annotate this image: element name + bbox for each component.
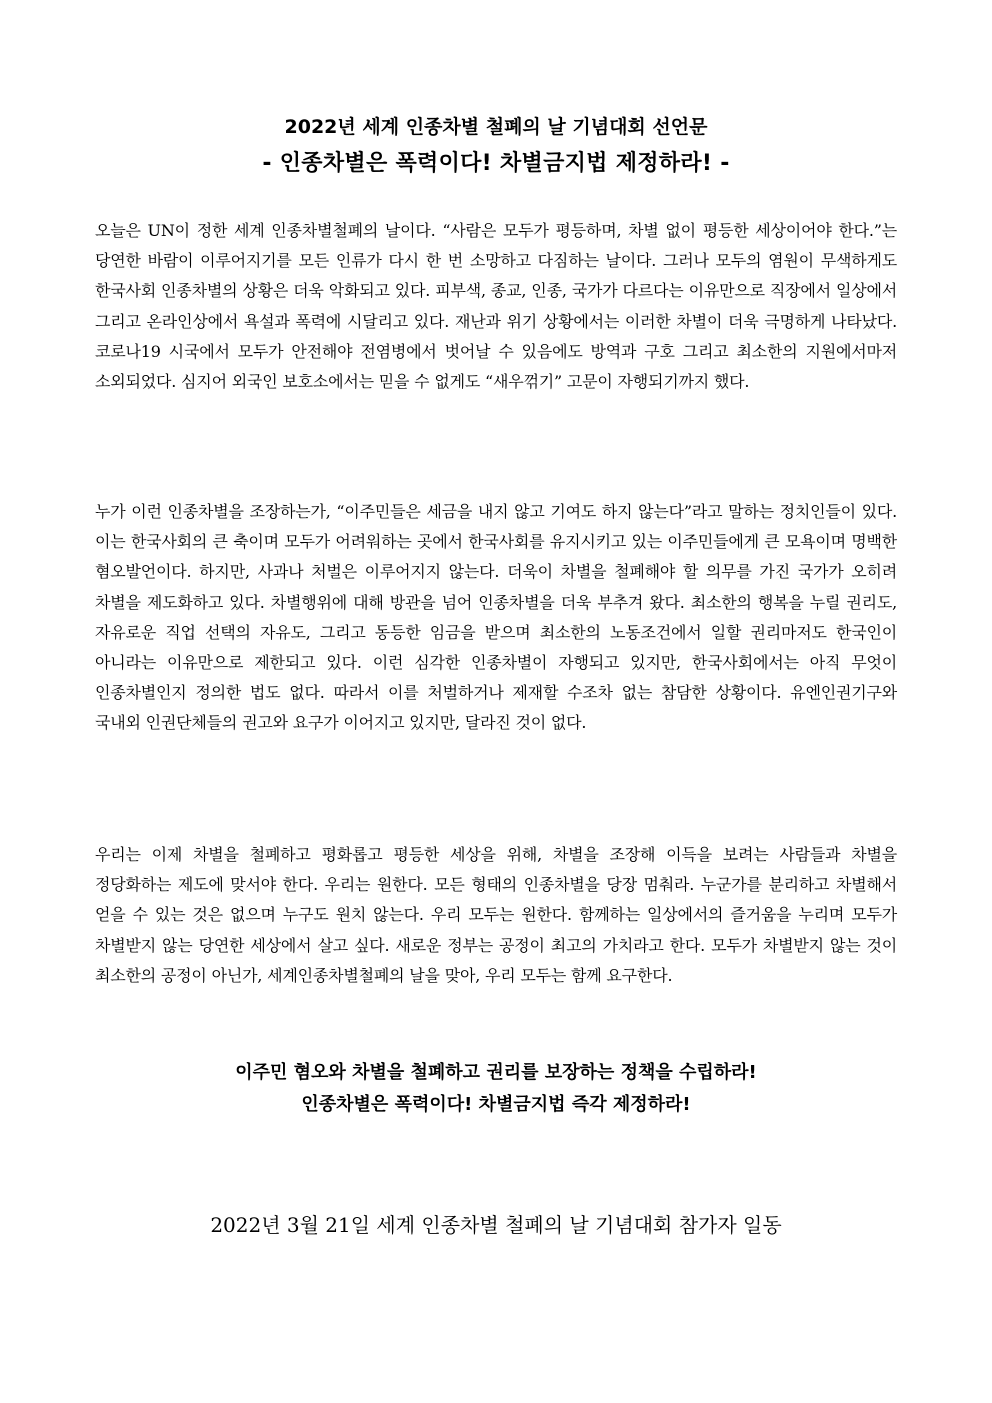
- signature-line: 2022년 3월 21일 세계 인종차별 철폐의 날 기념대회 참가자 일동: [210, 1213, 782, 1237]
- document-subtitle: - 인종차별은 폭력이다! 차별금지법 제정하라! -: [262, 151, 730, 176]
- paragraph-3: 우리는 이제 차별을 철폐하고 평화롭고 평등한 세상을 위해, 차별을 조장해 이득을 보려는 사람들과 차별을 정당화하는 제도에 맞서야 한다. 우리는 원한다. 모든 형태의 인종차별을 당장 멈춰라. 누군가를 분리하고 차별해서 얻을 수 있는 것은 없으며 누구도 원치 않는다. 우리 모두는 원한다. 함께하는 일상에서의 즐거움을 누리며 모두가 차별받지 않는 당연한 세상에서 살고 싶다. 새로운 정부는 공정이 최고의 가치라고 한다. 모두가 차별받지 않는 것이 최소한의 공정이 아닌가, 세계인종차별철폐의 날을 맞아, 우리 모두는 함께 요구한다.: [95, 845, 897, 985]
- document-title: 2022년 세계 인종차별 철폐의 날 기념대회 선언문: [284, 116, 708, 138]
- paragraph-1: 오늘은 UN이 정한 세계 인종차별철폐의 날이다. “사람은 모두가 평등하며, 차별 없이 평등한 세상이어야 한다.”는 당연한 바람이 이루어지기를 모든 인류가 다시 한 번 소망하고 다짐하는 날이다. 그러나 모두의 염원이 무색하게도 한국사회 인종차별의 상황은 더욱 악화되고 있다. 피부색, 종교, 인종, 국가가 다르다는 이유만으로 직장에서 일상에서 그리고 온라인상에서 욕설과 폭력에 시달리고 있다. 재난과 위기 상황에서는 이러한 차별이 더욱 극명하게 나타났다. 코로나19 시국에서 모두가 안전해야 전염병에서 벗어날 수 있음에도 방역과 구호 그리고 최소한의 지원에서마저 소외되었다. 심지어 외국인 보호소에서는 믿을 수 없게도 “새우꺾기” 고문이 자행되기까지 했다.: [95, 221, 897, 392]
- slogan-2: 인종차별은 폭력이다! 차별금지법 즉각 제정하라!: [301, 1094, 691, 1115]
- slogan-1: 이주민 혐오와 차별을 철폐하고 권리를 보장하는 정책을 수립하라!: [235, 1062, 757, 1083]
- paragraph-2: 누가 이런 인종차별을 조장하는가, “이주민들은 세금을 내지 않고 기여도 하지 않는다”라고 말하는 정치인들이 있다. 이는 한국사회의 큰 축이며 모두가 어려워하는 곳에서 한국사회를 유지시키고 있는 이주민들에게 큰 모욕이며 명백한 혐오발언이다. 하지만, 사과나 처벌은 이루어지지 않는다. 더욱이 차별을 철폐해야 할 의무를 가진 국가가 오히려 차별을 제도화하고 있다. 차별행위에 대해 방관을 넘어 인종차별을 더욱 부추겨 왔다. 최소한의 행복을 누릴 권리도, 자유로운 직업 선택의 자유도, 그리고 동등한 임금을 받으며 최소한의 노동조건에서 일할 권리마저도 한국인이 아니라는 이유만으로 제한되고 있다. 이런 심각한 인종차별이 자행되고 있지만, 한국사회에서는 아직 무엇이 인종차별인지 정의한 법도 없다. 따라서 이를 처벌하거나 제재할 수조차 없는 참담한 상황이다. 유엔인권기구와 국내외 인권단체들의 권고와 요구가 이어지고 있지만, 달라진 것이 없다.: [95, 502, 897, 733]
